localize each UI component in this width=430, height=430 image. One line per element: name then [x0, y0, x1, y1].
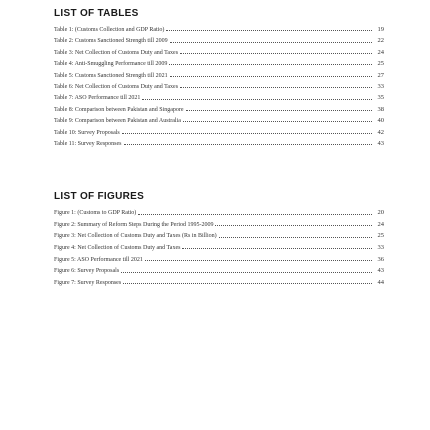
dot-leader	[122, 133, 372, 134]
page-number: 25	[377, 232, 384, 240]
figure-entry[interactable]	[54, 219, 384, 231]
page-number: 38	[377, 105, 384, 113]
entry-title: Table 9: Comparison between Pakistan and Australia	[54, 118, 181, 125]
entry-title: Figure 3: Net Collection of Customs Duty and Taxes (Rs in Billion)	[54, 233, 217, 240]
entry-title: Table 5: Customs Sanctioned Strength till 2021	[54, 72, 168, 79]
list-of-figures	[54, 207, 384, 288]
entry-title: Table 3: Net Collection of Customs Duty and Taxes	[54, 49, 179, 56]
table-entry[interactable]	[54, 127, 384, 138]
figure-entry[interactable]	[54, 254, 384, 266]
page-number: 43	[377, 267, 384, 275]
table-entry[interactable]	[54, 92, 384, 103]
dot-leader	[169, 64, 372, 65]
dot-leader	[138, 214, 372, 215]
page-number: 25	[377, 60, 384, 68]
entry-title: Figure 6: Survey Proposals	[54, 268, 120, 275]
table-entry[interactable]	[54, 104, 384, 115]
page-number: 19	[377, 26, 384, 33]
figure-entry[interactable]	[54, 265, 384, 277]
entry-title: Table 4: Anti-Smuggling Performance till 2009	[54, 61, 168, 68]
page-number: 44	[377, 278, 384, 286]
dot-leader	[183, 121, 372, 122]
entry-title: Figure 4: Net Collection of Customs Duty and Taxes	[54, 245, 181, 252]
page-number: 40	[377, 117, 384, 125]
entry-title: Table 2: Customs Sanctioned Strength till 2009	[54, 38, 168, 45]
dot-leader	[180, 87, 372, 88]
dot-leader	[121, 272, 372, 273]
entry-title: Table 10: Survey Proposals	[54, 129, 120, 136]
dot-leader	[180, 53, 372, 54]
page-number: 33	[377, 82, 384, 90]
dot-leader	[123, 283, 372, 284]
entry-title: Figure 2: Summary of Reform Steps During the Period 1995-2009	[54, 221, 214, 228]
dot-leader	[166, 30, 372, 31]
entry-title: Figure 5: ASO Performance till 2021	[54, 256, 143, 263]
page-number: 36	[377, 255, 384, 263]
section-spacer	[54, 149, 384, 191]
entry-title: Table 7: ASO Performance till 2021	[54, 95, 141, 102]
table-entry[interactable]	[54, 58, 384, 69]
entry-title: Table 11: Survey Responses	[54, 140, 122, 147]
page-number: 35	[377, 94, 384, 102]
dot-leader	[219, 237, 372, 238]
figure-entry[interactable]	[54, 207, 384, 219]
table-entry[interactable]	[54, 35, 384, 46]
entry-title: Table 6: Net Collection of Customs Duty and Taxes	[54, 83, 179, 90]
page-number: 43	[377, 139, 384, 147]
entry-title: Table 8: Comparison between Pakistan and Singapore	[54, 106, 184, 113]
dot-leader	[186, 110, 372, 111]
entry-title: Table 1: (Customs Collection and GDP Ratio)	[54, 27, 165, 33]
dot-leader	[145, 260, 372, 261]
table-entry[interactable]	[54, 70, 384, 81]
table-entry[interactable]	[54, 47, 384, 58]
table-entry[interactable]	[54, 138, 384, 149]
dot-leader	[170, 76, 372, 77]
page-number: 24	[377, 220, 384, 228]
page-number: 27	[377, 71, 384, 79]
list-of-tables	[54, 24, 384, 149]
page-number: 20	[377, 209, 384, 217]
dot-leader	[124, 144, 372, 145]
page-number: 33	[377, 244, 384, 252]
page-number: 42	[377, 128, 384, 136]
page-number: 22	[377, 37, 384, 45]
figure-entry[interactable]	[54, 230, 384, 242]
dot-leader	[182, 248, 372, 249]
table-entry[interactable]	[54, 115, 384, 126]
dot-leader	[170, 42, 372, 43]
table-entry[interactable]	[54, 24, 384, 35]
entry-title: Figure 7: Survey Responses	[54, 279, 122, 286]
page-number: 24	[377, 48, 384, 56]
table-entry[interactable]	[54, 81, 384, 92]
dot-leader	[215, 225, 372, 226]
figure-entry[interactable]	[54, 277, 384, 289]
list-of-figures-heading: LIST OF FIGURES	[54, 191, 145, 203]
entry-title: Figure 1: (Customs to GDP Ratio)	[54, 210, 137, 217]
list-of-tables-heading: LIST OF TABLES	[54, 8, 139, 19]
figure-entry[interactable]	[54, 242, 384, 254]
dot-leader	[142, 99, 372, 100]
